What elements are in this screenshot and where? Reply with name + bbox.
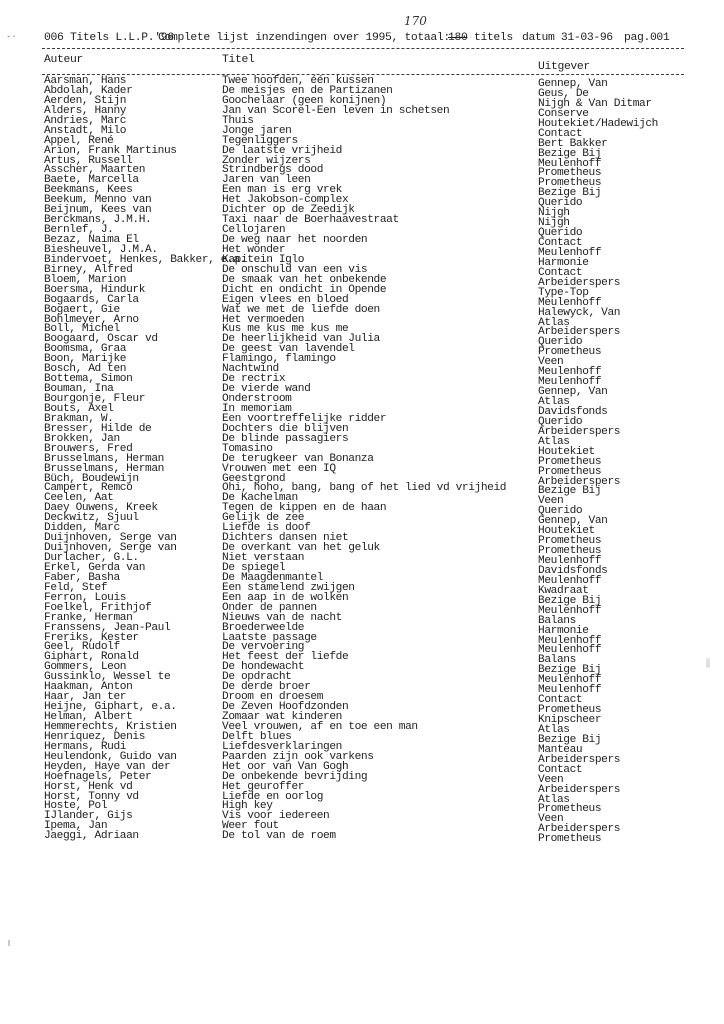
publisher-cell: Meulenhoff	[538, 376, 602, 389]
title-cell: Dichters dansen niet	[222, 532, 349, 545]
scan-speck	[706, 658, 710, 668]
publisher-cell: Prometheus	[538, 346, 602, 359]
author-cell: Appel, René	[44, 134, 114, 147]
title-cell: Het feest der liefde	[222, 651, 349, 664]
title-cell: Twee hoofden, één kussen	[222, 75, 374, 87]
author-cell: Brusselmans, Herman	[44, 462, 164, 475]
author-cell: Beekmans, Kees	[44, 184, 133, 197]
publisher-cell: Arbeiderspers	[538, 753, 621, 766]
title-cell: Strindbergs dood	[222, 164, 324, 177]
publisher-cell: Bezige Bij	[538, 594, 602, 607]
title-cell: Een aap in de wolken	[222, 591, 349, 604]
title-cell: De onbekende bevrijding	[222, 770, 368, 783]
column-header-uitgever: Uitgever	[538, 61, 590, 73]
publisher-cell: Type-Top	[538, 286, 589, 299]
publisher-cell: Balans	[538, 614, 576, 627]
publisher-cell: Meulenhoff	[538, 296, 602, 309]
author-cell: Helman, Albert	[44, 711, 133, 723]
author-cell: Ferron, Louis	[44, 591, 127, 604]
publisher-cell: Houtekiet	[538, 445, 595, 458]
author-cell: Bouts, Axel	[44, 402, 114, 415]
title-cell: Liefdesverklaringen	[222, 740, 342, 753]
publisher-cell: Meulenhoff	[538, 246, 602, 259]
publisher-cell: Prometheus	[538, 803, 602, 816]
author-cell: Franssens, Jean-Paul	[44, 621, 171, 634]
author-cell: Faber, Basha	[44, 571, 120, 584]
publisher-cell: Conserve	[538, 107, 589, 120]
title-cell: Een voortreffelijke ridder	[222, 412, 387, 425]
publisher-cell: Kwadraat	[538, 584, 589, 597]
publisher-cell: Houtekiet	[538, 525, 595, 538]
author-cell: Brouwers, Fred	[44, 442, 133, 455]
author-cell: Bezaz, Naima El	[44, 234, 139, 246]
publisher-cell: Knipscheer	[538, 714, 602, 726]
publisher-cell: Bezige Bij	[538, 187, 602, 200]
author-cell: Ceelen, Aat	[44, 492, 114, 505]
publisher-cell: Meulenhoff	[538, 644, 602, 657]
author-cell: Boll, Michel	[44, 323, 120, 336]
author-cell: Andries, Marc	[44, 114, 127, 127]
title-cell: Delft blues	[222, 730, 292, 743]
publisher-cell: Querido	[538, 227, 583, 240]
author-cell: Boon, Marijke	[44, 353, 127, 366]
title-cell: Een stamelend zwijgen	[222, 581, 355, 594]
title-cell: Zonder wijzers	[222, 154, 311, 167]
publisher-cell: Arbeiderspers	[538, 475, 621, 488]
author-cell: Boersma, Hindurk	[44, 283, 146, 296]
title-cell: Het Jakobson-complex	[222, 194, 349, 207]
title-cell: Laatste passage	[222, 631, 317, 644]
author-cell: Heulendonk, Guido van	[44, 750, 177, 763]
title-cell: De rectrix	[222, 373, 286, 386]
author-cell: Campert, Remco	[44, 482, 133, 495]
title-cell: Cellojaren	[222, 224, 286, 237]
publisher-cell: Meulenhoff	[538, 604, 602, 617]
author-cell: Abdolah, Kader	[44, 84, 133, 97]
publisher-cell: Bezige Bij	[538, 733, 602, 746]
report-date: datum 31-03-96	[522, 32, 613, 44]
title-cell: De onschuld van een vis	[222, 263, 368, 276]
title-cell: Wat we met de liefde doen	[222, 303, 380, 316]
author-cell: Beekum, Menno van	[44, 194, 152, 207]
author-cell: Haar, Jan ter	[44, 691, 127, 704]
author-cell: Gommers, Leon	[44, 661, 127, 674]
publisher-cell: Contact	[538, 694, 583, 707]
author-cell: Aerden, Stijn	[44, 94, 127, 107]
page-number: pag.001	[624, 32, 670, 44]
author-cell: Hoefnagels, Peter	[44, 770, 152, 783]
author-cell: Hemmerechts, Kristien	[44, 720, 177, 733]
title-cell: Vrouwen met een IQ	[222, 462, 336, 475]
author-cell: Bottema, Simon	[44, 373, 133, 386]
titel-column	[222, 77, 528, 842]
publisher-cell: Houtekiet/Hadewijch	[538, 117, 658, 130]
title-cell: Eigen vlees en bloed	[222, 293, 349, 306]
title-cell: Droom en droesem	[222, 691, 324, 704]
author-cell: Giphart, Ronald	[44, 651, 139, 664]
author-cell: Arion, Frank Martinus	[44, 144, 177, 157]
publisher-cell: Atlas	[538, 793, 570, 806]
author-cell: Heijne, Giphart, e.a.	[44, 701, 177, 714]
author-cell: Duijnhoven, Serge van	[44, 542, 177, 555]
publisher-cell: Gennep, Van	[538, 386, 608, 399]
publisher-cell: Davidsfonds	[538, 564, 608, 577]
title-cell: In memoriam	[222, 402, 292, 415]
column-header-titel: Titel	[222, 54, 255, 66]
title-cell: De vierde wand	[222, 383, 311, 396]
publisher-cell: Prometheus	[538, 833, 602, 846]
title-cell: Tomasino	[222, 442, 273, 455]
title-cell: Het vermoeden	[222, 313, 305, 326]
title-cell: De Zeven Hoofdzonden	[222, 701, 349, 714]
author-cell: Heyden, Haye van der	[44, 760, 171, 773]
title-cell: Dochters die blijven	[222, 422, 349, 435]
author-cell: Asscher, Maarten	[44, 164, 146, 177]
publisher-cell: Balans	[538, 654, 576, 667]
publisher-cell: Querido	[538, 197, 583, 210]
author-cell: Baete, Marcella	[44, 174, 139, 187]
author-cell: Freriks, Kester	[44, 631, 139, 644]
author-cell: Deckwitz, Sjuul	[44, 512, 139, 525]
title-cell: De opdracht	[222, 671, 292, 684]
title-cell: De tol van de roem	[222, 830, 336, 843]
author-cell: Boogaard, Oscar vd	[44, 333, 158, 346]
publisher-cell: Querido	[538, 336, 583, 349]
author-cell: Bosch, Ad ten	[44, 363, 127, 376]
publisher-cell: Querido	[538, 415, 583, 428]
publisher-cell: Veen	[538, 813, 564, 826]
publisher-cell: Arbeiderspers	[538, 425, 621, 438]
author-cell: Durlacher, G.L.	[44, 552, 139, 564]
title-cell: De overkant van het geluk	[222, 542, 380, 555]
title-cell: Kus me kus me kus me	[222, 323, 349, 336]
author-cell: Boomsma, Graa	[44, 343, 127, 356]
column-header-auteur: Auteur	[44, 54, 83, 66]
author-cell: Duijnhoven, Serge van	[44, 532, 177, 545]
author-cell: Foelkel, Frithjof	[44, 601, 152, 614]
publisher-cell: Arbeiderspers	[538, 326, 621, 339]
title-cell: De smaak van het onbekende	[222, 273, 387, 286]
title-cell: Onderstroom	[222, 393, 292, 405]
publisher-cell: Arbeiderspers	[538, 783, 621, 796]
publisher-cell: Atlas	[538, 396, 570, 408]
title-cell: Jonge jaren	[222, 124, 292, 137]
publisher-cell: Prometheus	[538, 535, 602, 548]
title-cell: Zomaar wat kinderen	[222, 711, 342, 723]
publisher-cell: Gennep, Van	[538, 78, 608, 90]
title-cell: Ohi, hoho, bang, bang of het lied vd vrijheid	[222, 482, 507, 495]
author-cell: Bourgonje, Fleur	[44, 393, 146, 405]
author-cell: Bogaards, Carla	[44, 293, 139, 306]
publisher-cell: Meulenhoff	[538, 674, 602, 687]
author-cell: Henriquez, Denis	[44, 730, 146, 743]
publisher-cell: Meulenhoff	[538, 157, 602, 170]
author-cell: Bresser, Hilde de	[44, 422, 152, 435]
author-cell: Ipema, Jan	[44, 820, 108, 833]
publisher-cell: Prometheus	[538, 465, 602, 478]
author-cell: IJlander, Gijs	[44, 810, 133, 823]
publisher-cell: Veen	[538, 495, 564, 508]
author-cell: Beijnum, Kees van	[44, 204, 152, 217]
publisher-cell: Meulenhoff	[538, 574, 602, 587]
author-cell: Biesheuvel, J.M.A.	[44, 243, 158, 256]
title-cell: Tegen de kippen en de haan	[222, 502, 387, 515]
title-cell: Flamingo, flamingo	[222, 353, 336, 366]
title-cell: Broederweelde	[222, 621, 305, 634]
author-cell: Didden, Marc	[44, 522, 120, 535]
author-cell: Artus, Russell	[44, 154, 133, 167]
title-cell: Nachtwind	[222, 363, 279, 376]
author-cell: Bouman, Ina	[44, 383, 114, 396]
report-header	[44, 30, 684, 46]
author-cell: Bohlmeyer, Arno	[44, 313, 139, 326]
title-cell: Vis voor iedereen	[222, 810, 330, 823]
author-cell: Geel, Rudolf	[44, 641, 120, 654]
title-cell: Jan van Scorel-Een leven in schetsen	[222, 104, 450, 117]
title-cell: De Kachelman	[222, 492, 298, 505]
title-cell: Liefde en oorlog	[222, 790, 324, 803]
title-cell: Gelijk de zee	[222, 512, 305, 525]
author-cell: Aarsman, Hans	[44, 75, 127, 87]
handwritten-count: 170	[404, 14, 427, 28]
title-cell: Het wonder	[222, 243, 286, 256]
title-cell: Geestgrond	[222, 472, 286, 485]
title-cell: Goochelaar (geen konijnen)	[222, 94, 387, 107]
author-cell: Hoste, Pol	[44, 800, 108, 813]
margin-speck	[8, 940, 10, 946]
author-cell: Franke, Herman	[44, 611, 133, 624]
author-cell: Erkel, Gerda van	[44, 561, 146, 574]
author-cell: Berckmans, J.M.H.	[44, 214, 152, 227]
publisher-cell: Querido	[538, 505, 583, 518]
publisher-cell: Halewyck, Van	[538, 306, 621, 319]
title-cell: De heerlijkheid van Julia	[222, 333, 380, 346]
title-cell: Dicht en ondicht in Opende	[222, 283, 387, 296]
publisher-cell: Contact	[538, 266, 583, 279]
total-count	[448, 30, 513, 46]
publisher-cell: Prometheus	[538, 545, 602, 558]
author-cell: Birney, Alfred	[44, 263, 133, 276]
publisher-cell: Meulenhoff	[538, 366, 602, 379]
publisher-cell: Prometheus	[538, 177, 602, 190]
title-cell: De Maagdenmantel	[222, 571, 324, 584]
title-cell: Taxi naar de Boerhaavestraat	[222, 214, 399, 227]
author-cell: Haakman, Anton	[44, 681, 133, 694]
publisher-cell: Bezige Bij	[538, 147, 602, 160]
title-cell: De terugkeer van Bonanza	[222, 452, 374, 465]
author-cell: Bindervoet, Henkes, Bakker, e.a.	[44, 253, 247, 266]
publisher-cell: Prometheus	[538, 704, 602, 717]
publisher-cell: Meulenhoff	[538, 555, 602, 567]
publisher-cell: Geus, De	[538, 87, 589, 100]
publisher-cell: Prometheus	[538, 167, 602, 180]
author-cell: Jaeggi, Adriaan	[44, 830, 139, 843]
title-cell: Kapitein Iglo	[222, 253, 305, 266]
publisher-cell: Nijgh & Van Ditmar	[538, 97, 652, 110]
title-cell: Niet verstaan	[222, 552, 305, 564]
title-cell: Thuis	[222, 114, 254, 127]
title-cell: Paarden zijn ook varkens	[222, 750, 374, 763]
author-cell: Daey Ouwens, Kreek	[44, 502, 158, 515]
count-suffix: titels	[473, 32, 513, 44]
title-cell: De laatste vrijheid	[222, 144, 342, 157]
author-cell: Hermans, Rudi	[44, 740, 127, 753]
publisher-cell: Veen	[538, 356, 564, 369]
publisher-cell: Nijgh	[538, 207, 570, 220]
title-cell: De vervoering	[222, 641, 305, 654]
publisher-cell: Contact	[538, 127, 583, 140]
title-cell: Liefde is doof	[222, 522, 311, 535]
author-cell: Alders, Hanny	[44, 104, 127, 117]
publisher-cell: Prometheus	[538, 455, 602, 468]
title-cell: Veel vrouwen, af en toe een man	[222, 720, 418, 733]
publisher-cell: Meulenhoff	[538, 634, 602, 647]
publisher-cell: Davidsfonds	[538, 405, 608, 418]
author-cell: Bloem, Marion	[44, 273, 127, 286]
publisher-cell: Nijgh	[538, 217, 570, 230]
publisher-cell: Arbeiderspers	[538, 823, 621, 836]
author-cell: Anstadt, Milo	[44, 124, 127, 137]
publisher-cell: Atlas	[538, 316, 570, 329]
publisher-cell: Atlas	[538, 723, 570, 736]
author-cell: Horst, Henk vd	[44, 780, 133, 793]
author-cell: Gussinklo, Wessel te	[44, 671, 171, 684]
title-cell: De blinde passagiers	[222, 432, 349, 445]
publisher-cell: Contact	[538, 237, 583, 249]
title-cell: De derde broer	[222, 681, 311, 694]
publisher-cell: Manteau	[538, 743, 583, 756]
title-cell: Weer fout	[222, 820, 279, 833]
author-cell: Brakman, W.	[44, 412, 114, 425]
report-description: Complete lijst inzendingen over 1995, totaal:	[158, 32, 450, 44]
publisher-cell: Arbeiderspers	[538, 276, 621, 289]
title-cell: Nieuws van de nacht	[222, 611, 342, 624]
publisher-cell: Bert Bakker	[538, 137, 608, 150]
title-cell: De geest van lavendel	[222, 343, 355, 356]
author-cell: Horst, Tonny vd	[44, 790, 139, 803]
struck-count: 180	[448, 32, 468, 44]
author-cell: Büch, Boudewijn	[44, 472, 139, 485]
publisher-cell: Gennep, Van	[538, 515, 608, 528]
author-cell: Brusselmans, Herman	[44, 452, 164, 465]
title-cell: Jaren van leen	[222, 174, 311, 187]
publisher-cell: Harmonie	[538, 624, 589, 637]
publisher-cell: Atlas	[538, 435, 570, 448]
publisher-cell: Harmonie	[538, 256, 589, 269]
publisher-cell: Meulenhoff	[538, 684, 602, 697]
report-prefix: 006 Titels L.L.P.'96	[44, 32, 174, 44]
margin-scribble: -·	[6, 32, 17, 42]
publisher-cell: Veen	[538, 773, 564, 786]
title-cell: Het oor van Van Gogh	[222, 760, 349, 773]
publisher-cell: Bezige Bij	[538, 664, 602, 677]
uitgever-column	[538, 80, 684, 845]
title-cell: High key	[222, 800, 273, 813]
title-cell: De meisjes en de Partizanen	[222, 84, 393, 97]
title-cell: Tegenliggers	[222, 134, 298, 147]
title-cell: Een man is erg vrek	[222, 184, 342, 197]
title-cell: Dichter op de Zeedijk	[222, 204, 355, 217]
title-cell: Onder de pannen	[222, 601, 317, 614]
author-cell: Feld, Stef	[44, 581, 108, 594]
author-cell: Brokken, Jan	[44, 432, 120, 445]
author-cell: Bogaert, Gie	[44, 303, 120, 316]
header-divider-top	[42, 48, 684, 49]
title-cell: De hondewacht	[222, 661, 305, 674]
title-cell: Het geuroffer	[222, 780, 305, 793]
title-cell: De spiegel	[222, 561, 286, 574]
title-cell: De weg naar het noorden	[222, 234, 368, 246]
author-cell: Bernlef, J.	[44, 224, 114, 237]
publisher-cell: Bezige Bij	[538, 485, 602, 498]
publisher-cell: Contact	[538, 763, 583, 776]
